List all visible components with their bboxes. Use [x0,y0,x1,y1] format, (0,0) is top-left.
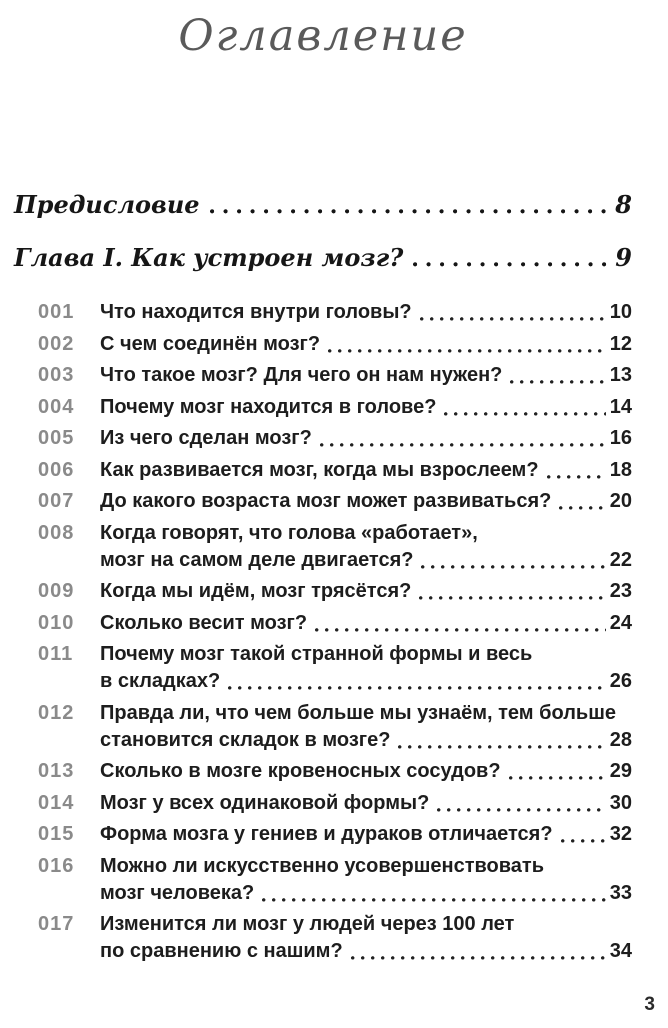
toc-entry-page-number: 34 [609,940,632,962]
toc-entry-page-number: 12 [609,332,632,355]
toc-entry-title [100,853,632,907]
dot-leader [444,412,606,416]
toc-entry-title-line [100,547,632,574]
toc-entry-page-number: 26 [609,670,632,692]
dot-leader [509,776,606,780]
toc-entry-page-number: 22 [609,548,632,571]
toc-entry-row [38,520,632,574]
toc-entry-number: 006 [38,458,75,481]
toc-entry-title [100,425,632,452]
dot-leader [315,628,606,632]
toc-entry-page-number: 28 [609,728,632,751]
dot-leader [561,839,606,843]
toc-entry-title-text: Что такое мозг? Для чего он нам нужен? [100,364,503,386]
toc-entry-title [100,700,632,754]
dot-leader [228,686,606,690]
toc-entry-title-line [100,610,632,637]
toc-entry-title-line: Правда ли, что чем больше мы узнаём, тем больше [100,701,616,724]
toc-entry-row [38,457,632,484]
toc-entry-title-line [100,299,632,326]
dot-leader [328,349,606,353]
toc-entry-title-line [100,488,632,515]
dot-leader [351,956,606,960]
toc-entry-title-line [100,821,632,848]
toc-entry-row [38,331,632,358]
toc-entry-number: 017 [38,913,75,935]
toc-entry-row [38,425,632,452]
toc-entry-number: 013 [38,760,75,782]
toc-entry-page-number: 18 [609,458,632,481]
toc-entry-number: 011 [38,643,74,665]
toc-entry-number: 012 [38,701,75,724]
toc-entry-title [100,641,632,695]
toc-entry-row [38,578,632,605]
dot-leader [210,209,608,214]
toc-entry-title-text: мозг человека? [100,881,255,904]
dot-leader [510,380,606,384]
dot-leader [420,317,606,321]
toc-entry-title-line [100,394,632,421]
toc-section-label: Предисловие [14,190,200,219]
toc-section-row [14,190,632,220]
toc-entry-row [38,610,632,637]
toc-entry-number: 004 [38,395,75,418]
dot-leader [559,506,606,510]
toc-entry-title [100,821,632,848]
toc-entry-title-text: Как развивается мозг, когда мы взрослеем? [100,458,539,481]
toc-entry-page-number: 30 [609,791,632,814]
toc-entry-title [100,457,632,484]
page-title: Оглавление [178,11,468,61]
toc-entry-title-line: Можно ли искусственно усовершенствовать [100,854,545,877]
toc-entry-title-text: С чем соединён мозг? [100,332,321,355]
toc-entry-number: 003 [38,364,75,386]
toc-entry-title-line [100,362,632,389]
toc-entry-title [100,790,632,817]
toc-entry-number: 015 [38,823,75,845]
dot-leader [398,745,606,749]
toc-entry-row [38,700,632,754]
toc-section-label: Глава I. Как устроен мозг? [14,243,404,272]
toc-entry-title-text: Почему мозг находится в голове? [100,395,437,418]
toc-entry-title-line: Когда говорят, что голова «работает», [100,521,478,544]
toc-entry-title-text: Что находится внутри головы? [100,301,412,323]
toc-entry-page-number: 24 [609,611,632,634]
toc-entry-title-text: в складках? [100,670,221,692]
folio-page-number: 3 [644,994,655,1015]
toc-entry-title-text: Форма мозга у гениев и дураков отличается? [100,823,553,845]
toc-entry-row [38,790,632,817]
toc-entry-number: 009 [38,580,75,602]
dot-leader [262,898,606,902]
toc-entry-row [38,488,632,515]
toc-entry-title-line [100,331,632,358]
toc-entry-title-line [100,880,632,907]
toc-entry-title-text: Мозг у всех одинаковой формы? [100,791,430,814]
toc-entry-number: 010 [38,611,75,634]
toc-entry-title-line [100,790,632,817]
toc-entry-title-line [100,425,632,452]
toc-entry-title-line [100,758,632,785]
toc-entry-title [100,610,632,637]
toc-entry-title-text: До какого возраста мозг может развиваться? [100,490,552,512]
dot-leader [421,565,606,569]
toc-entry-number: 014 [38,791,75,814]
toc-entry-title [100,331,632,358]
toc-entry-title [100,578,632,605]
toc-entry-row [38,853,632,907]
toc-entry-page-number: 14 [609,395,632,418]
toc-entry-page-number: 16 [609,427,632,449]
dot-leader [413,262,608,267]
toc-entry-page-number: 10 [609,301,632,323]
toc-entry-title [100,911,632,965]
toc-entry-title-line [100,578,632,605]
toc-entry-title [100,520,632,574]
toc-section-page-number: 9 [615,243,632,272]
toc-entry-title-line [100,457,632,484]
dot-leader [419,596,606,600]
toc-entry-number: 002 [38,332,75,355]
toc-entry-title-text: Из чего сделан мозг? [100,427,312,449]
toc-entry-title-line: Изменится ли мозг у людей через 100 лет [100,913,515,935]
front-matter-list [14,190,632,273]
toc-section-row [14,243,632,273]
toc-entry-page-number: 20 [609,490,632,512]
toc-entry-title-line [100,938,632,965]
dot-leader [547,475,606,479]
toc-entry-title-text: мозг на самом деле двигается? [100,548,414,571]
toc-entry-page-number: 23 [609,580,632,602]
toc-entry-title [100,394,632,421]
toc-entry-number: 016 [38,854,75,877]
toc-entry-page-number: 32 [609,823,632,845]
toc-entry-number: 008 [38,521,75,544]
toc-entry-row [38,821,632,848]
toc-entry-title-text: Сколько весит мозг? [100,611,308,634]
toc-entry-row [38,758,632,785]
toc-entry-title [100,488,632,515]
toc-entry-number: 005 [38,427,75,449]
dot-leader [437,808,606,812]
toc-entry-title [100,362,632,389]
toc-section-page-number: 8 [615,190,632,219]
toc-entry-number: 007 [38,490,75,512]
toc-entry-number: 001 [38,301,75,323]
toc-entry-title [100,758,632,785]
toc-entry-row [38,299,632,326]
dot-leader [320,443,606,447]
toc-entry-row [38,362,632,389]
toc-entry-page-number: 13 [609,364,632,386]
toc-entry-row [38,911,632,965]
toc-entry-title-text: становится складок в мозге? [100,728,391,751]
toc-entry-page-number: 29 [609,760,632,782]
toc-entry-title-line: Почему мозг такой странной формы и весь [100,643,533,665]
toc-entry-title-text: Когда мы идём, мозг трясётся? [100,580,412,602]
toc-entry-list [14,299,632,965]
toc-entry-page-number: 33 [609,881,632,904]
toc-entry-row [38,641,632,695]
toc-entry-title-line [100,668,632,695]
toc-entry-title-text: по сравнению с нашим? [100,940,343,962]
toc-entry-row [38,394,632,421]
toc-entry-title [100,299,632,326]
toc-entry-title-text: Сколько в мозге кровеносных сосудов? [100,760,501,782]
toc-entry-title-line [100,727,632,754]
